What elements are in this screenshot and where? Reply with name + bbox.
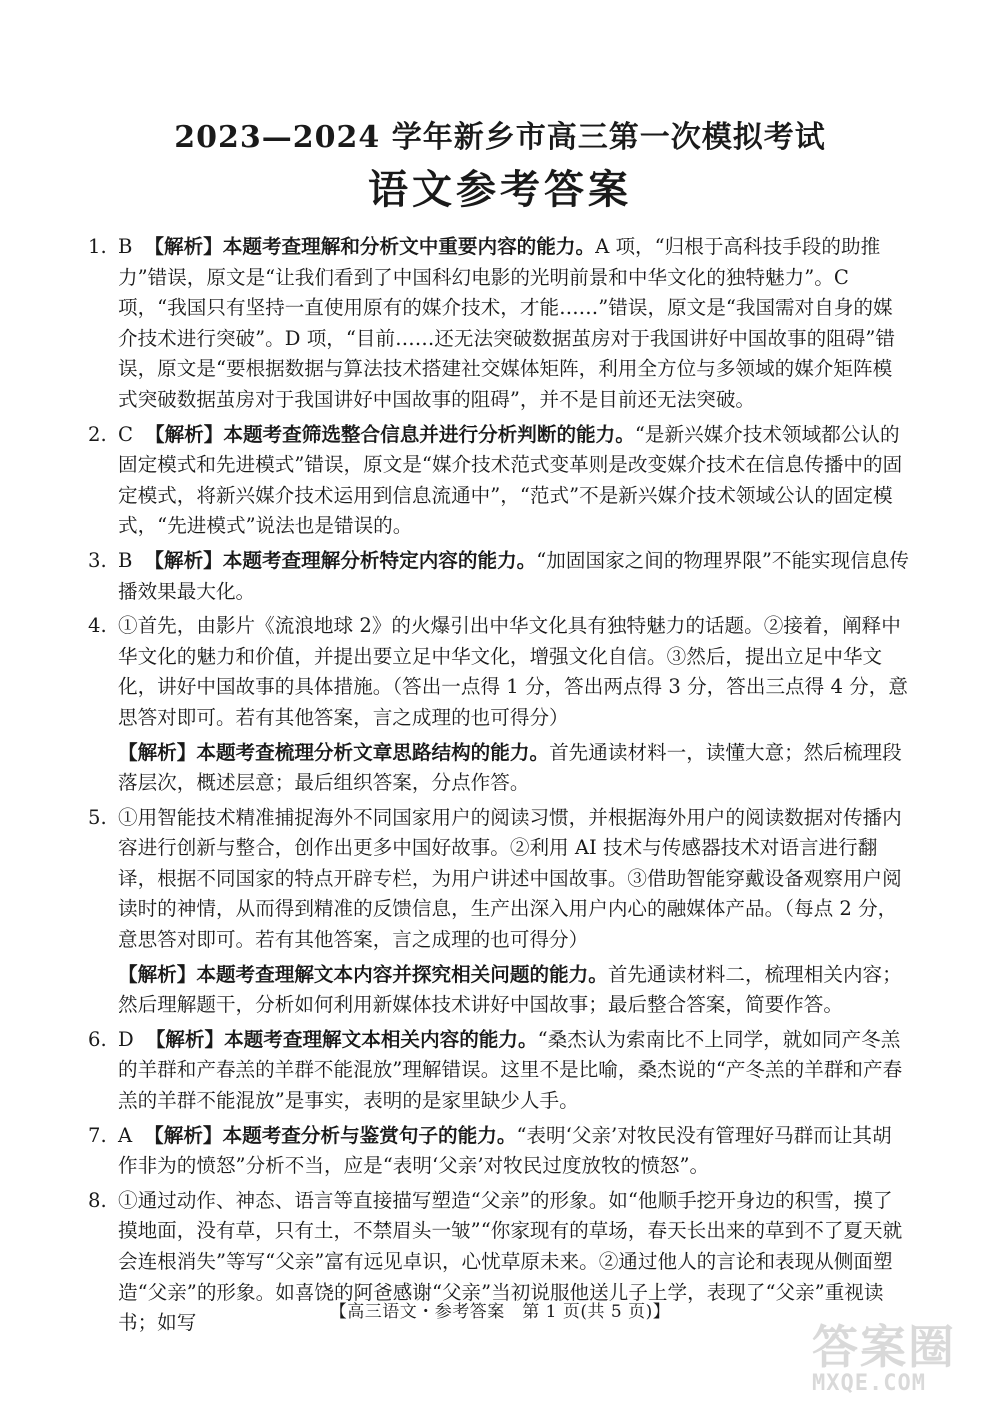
answer-choice: B xyxy=(118,548,133,572)
analysis-label: 【解析】本题考查分析与鉴赏句子的能力。 xyxy=(144,1123,517,1147)
answer-text: “加固国家之间的物理界限”不能实现信息传播效果最大化。 xyxy=(118,548,910,603)
answer-choice: D xyxy=(118,1027,134,1051)
answer-item-6 xyxy=(88,1025,910,1117)
analysis-label: 【解析】本题考查梳理分析文章思路结构的能力。 xyxy=(118,740,550,764)
answer-text: “桑杰认为索南比不上同学，就如同产冬羔的羊群和产春羔的羊群不能混放”理解错误。这里不是比喻，桑杰说的“产冬羔的羊群和产春羔的羊群不能混放”是事实，表明的是家里缺少人手。 xyxy=(118,1027,903,1113)
question-number: 8. xyxy=(88,1188,107,1212)
answer-text: ①用智能技术精准捕捉海外不同国家用户的阅读习惯，并根据海外用户的阅读数据对传播内容进行创新与整合，创作出更多中国好故事。②利用 AI 技术与传感器技术对语言进行翻译，根据不同国家的特点开辟专栏，为用户讲述中国故事。③借助智能穿戴设备观察用户阅读时的神情，从而得到精准的反馈信息，生产出深入用户内心的融媒体产品。（每点 2 分，意思答对即可。若有其他答案，言之成理的也可得分） xyxy=(118,805,902,952)
page-footer: 【高三语文・参考答案 第 1 页(共 5 页)】 xyxy=(329,1302,671,1322)
analysis-label: 【解析】本题考查理解和分析文中重要内容的能力。 xyxy=(144,235,596,258)
answer-text: ①首先，由影片《流浪地球 2》的火爆引出中华文化具有独特魅力的话题。②接着，阐释中华文化的魅力和价值，并提出要立足中华文化，增强文化自信。③然后，提出立足中华文化，讲好中国故事的具体措施。（答出一点得 1 分，答出两点得 3 分，答出三点得 4 分，意思答对即可。若有其他答案，言之成理的也可得分） xyxy=(118,614,908,729)
answer-choice: A xyxy=(118,1123,133,1147)
question-number: 3. xyxy=(88,548,107,572)
answer-text: ①通过动作、神态、语言等直接描写塑造“父亲”的形象。如“他顺手挖开身边的积雪，摸了摸地面，没有草，只有土，不禁眉头一皱”“你家现有的草场，春天长出来的草到不了夏天就会连根消失”等写“父亲”富有远见卓识，心忧草原未来。②通过他人的言论和表现从侧面塑造“父亲”的形象。如喜饶的阿爸感谢“父亲”当初说服他送儿子上学，表现了“父亲”重视读书；如写 xyxy=(118,1188,903,1335)
analysis-label: 【解析】本题考查筛选整合信息并进行分析判断的能力。 xyxy=(145,422,635,446)
answer-item-4 xyxy=(88,611,910,733)
analysis-text: 首先通读材料一，读懂大意；然后梳理段落层次，概述层意；最后组织答案，分点作答。 xyxy=(118,740,902,795)
analysis-label: 【解析】本题考查理解文本相关内容的能力。 xyxy=(145,1027,538,1051)
answer-item-5 xyxy=(88,803,910,956)
answer-text: A 项，“归根于高科技手段的助推力”错误，原文是“让我们看到了中国科幻电影的光明前景和中华文化的独特魅力”。C 项，“我国只有坚持一直使用原有的媒介技术，才能……”错误，原文是“我国需对自身的媒介技术进行突破”。D 项，“目前……还无法突破数据茧房对于我国讲好中国故事的阻碍”错误，原文是“要根据数据与算法技术搭建社交媒体矩阵，利用全方位与多领域的媒介矩阵模式突破数据茧房对于我国讲好中国故事的阻碍”，并不是目前还无法突破。 xyxy=(118,235,895,411)
question-number: 4. xyxy=(88,614,107,638)
analysis-label: 【解析】本题考查理解分析特定内容的能力。 xyxy=(144,548,537,572)
answer-item-3 xyxy=(88,546,910,607)
question-number: 5. xyxy=(88,805,107,829)
answer-item-2 xyxy=(88,420,910,542)
question-number: 7. xyxy=(88,1123,107,1147)
exam-title: 2023—2024 学年新乡市高三第一次模拟考试 xyxy=(174,120,826,155)
answer-item-7 xyxy=(88,1121,910,1182)
watermark-text-top: 答案圈 xyxy=(812,1320,956,1374)
answer-item-1 xyxy=(88,232,910,416)
analysis-block-4 xyxy=(88,738,910,799)
analysis-block-5 xyxy=(88,960,910,1021)
answer-choice: B xyxy=(118,235,133,258)
question-number: 2. xyxy=(88,422,107,446)
answer-list xyxy=(88,232,910,1343)
document-title: 语文参考答案 xyxy=(368,167,632,213)
question-number: 1. xyxy=(88,235,107,258)
analysis-label: 【解析】本题考查理解文本内容并探究相关问题的能力。 xyxy=(118,962,608,986)
watermark-text-bottom: MXQE.COM xyxy=(812,1371,926,1396)
answer-text: “是新兴媒介技术领域都公认的固定模式和先进模式”错误，原文是“媒介技术范式变革则是改变媒介技术在信息传播中的固定模式，将新兴媒介技术运用到信息流通中”，“范式”不是新兴媒介技术领域公认的固定模式，“先进模式”说法也是错误的。 xyxy=(118,422,903,538)
analysis-text: 首先通读材料二，梳理相关内容；然后理解题干，分析如何利用新媒体技术讲好中国故事；最后整合答案，简要作答。 xyxy=(118,962,902,1017)
question-number: 6. xyxy=(88,1027,107,1051)
answer-choice: C xyxy=(118,422,133,446)
answer-text: “表明‘父亲’对牧民没有管理好马群而让其胡作非为的愤怒”分析不当，应是“表明‘父亲’对牧民过度放牧的愤怒”。 xyxy=(118,1123,892,1178)
